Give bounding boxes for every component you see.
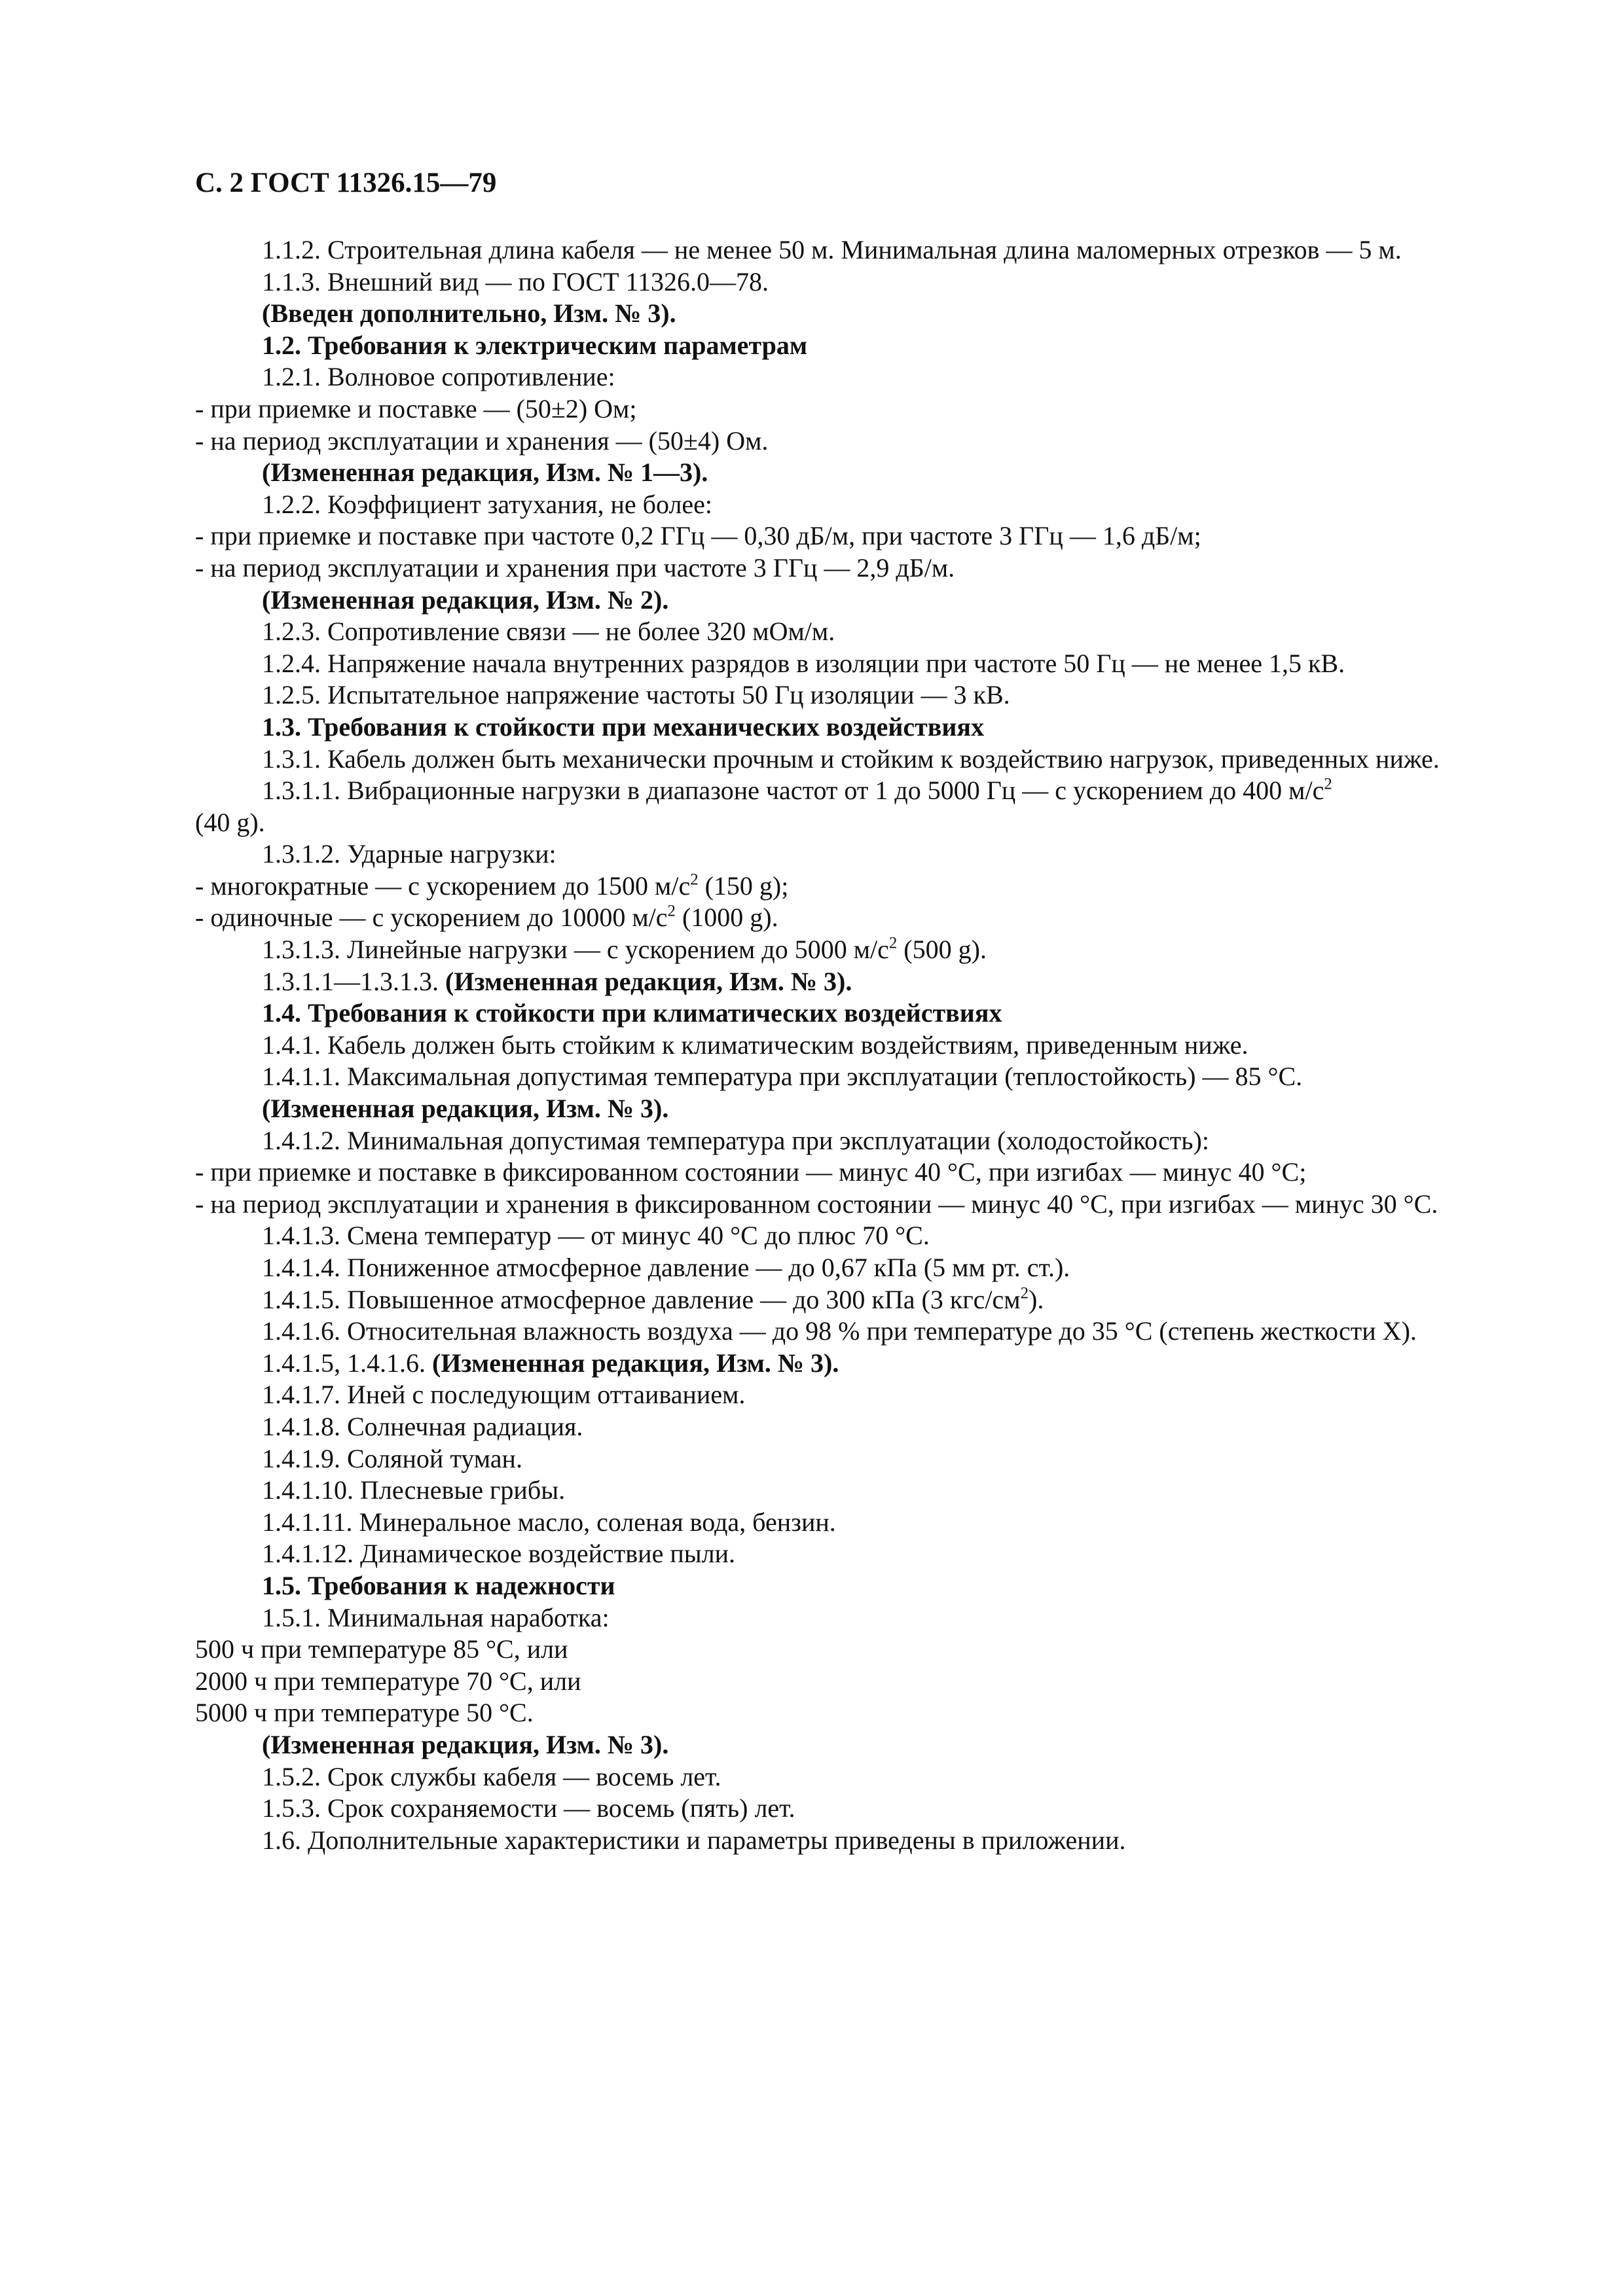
clause-1-3-1-1 [195, 775, 1498, 838]
page-header: С. 2 ГОСТ 11326.15—79 [195, 168, 497, 198]
clause-1-4-1-4: 1.4.1.4. Пониженное атмосферное давление — до 0,67 кПа (5 мм рт. ст.). [262, 1253, 1070, 1282]
amendment-note: (Измененная редакция, Изм. № 3). [262, 1729, 669, 1759]
section-heading-1-3: 1.3. Требования к стойкости при механических воздействиях [262, 711, 985, 742]
clause-1-2-3: 1.2.3. Сопротивление связи — не более 320 мОм/м. [262, 617, 835, 647]
clause-1-1-2: 1.1.2. Строительная длина кабеля — не менее 50 м. Минимальная длина маломерных отрезков — 5 м. [262, 235, 1402, 264]
clause-1-4-1-5 [195, 1284, 1498, 1316]
clause-range: 1.4.1.5, 1.4.1.6. [262, 1348, 426, 1378]
clause-1-4-1-3: 1.4.1.3. Смена температур — от минус 40 °С до плюс 70 °С. [262, 1221, 930, 1251]
clause-1-4-1-2: 1.4.1.2. Минимальная допустимая температура при эксплуатации (холодостойкость): [262, 1125, 1209, 1155]
superscript: 2 [888, 934, 898, 952]
list-item-text: - одиночные — с ускорением до 10000 м/с [195, 903, 668, 933]
list-item: - при приемке и поставке при частоте 0,2 ГГц — 0,30 дБ/м, при частоте 3 ГГц — 1,6 дБ/м; [195, 521, 1201, 551]
clause-1-1-3: 1.1.3. Внешний вид — по ГОСТ 11326.0—78. [262, 266, 769, 296]
clause-text: 1.3.1.3. Линейные нагрузки — с ускорением до 5000 м/с [262, 935, 889, 965]
section-heading-1-2: 1.2. Требования к электрическим параметрам [262, 330, 808, 360]
clause-1-4-1-12: 1.4.1.12. Динамическое воздействие пыли. [262, 1539, 735, 1569]
clause-text: 1.4.1.5. Повышенное атмосферное давление — до 300 кПа (3 кгс/см [262, 1284, 1021, 1314]
clause-1-4-1-1: 1.4.1.1. Максимальная допустимая температура при эксплуатации (теплостойкость) — 85 °С. [262, 1062, 1303, 1092]
clause-1-4-1-10: 1.4.1.10. Плесневые грибы. [262, 1475, 566, 1505]
list-item: - на период эксплуатации и хранения в фиксированном состоянии — минус 40 °С, при изгибах — минус 30 °С. [195, 1189, 1438, 1219]
amendment-note: (Измененная редакция, Изм. № 3). [262, 1094, 669, 1124]
document-body [195, 234, 1498, 1856]
amendment-label: (Измененная редакция, Изм. № 3). [432, 1348, 839, 1378]
list-item [195, 902, 1498, 934]
clause-1-4-1: 1.4.1. Кабель должен быть стойким к климатическим воздействиям, приведенным ниже. [262, 1030, 1249, 1060]
clause-1-6: 1.6. Дополнительные характеристики и параметры приведены в приложении. [262, 1825, 1126, 1855]
clause-1-3-1-3 [195, 934, 1498, 966]
clause-1-4-1-6: 1.4.1.6. Относительная влажность воздуха — до 98 % при температуре до 35 °С (степень жесткости X). [262, 1316, 1417, 1346]
clause-1-3-1-2: 1.3.1.2. Ударные нагрузки: [262, 839, 556, 869]
superscript: 2 [1324, 775, 1332, 793]
list-item: 2000 ч при температуре 70 °С, или [195, 1666, 581, 1696]
clause-1-4-1-11: 1.4.1.11. Минеральное масло, соленая вода, бензин. [262, 1507, 836, 1537]
superscript: 2 [1020, 1284, 1029, 1302]
section-heading-1-4: 1.4. Требования к стойкости при климатических воздействиях [262, 998, 1002, 1028]
amendment-note [195, 966, 1498, 998]
superscript: 2 [667, 903, 676, 921]
section-heading-1-5: 1.5. Требования к надежности [262, 1570, 615, 1600]
clause-text: (40 g). [195, 807, 265, 837]
clause-text: (500 g). [903, 935, 987, 965]
amendment-note [195, 1348, 1498, 1380]
clause-text: ). [1029, 1284, 1044, 1314]
clause-text: 1.3.1.1. Вибрационные нагрузки в диапазоне частот от 1 до 5000 Гц — с ускорением до 400 м/с [262, 776, 1324, 806]
clause-1-2-5: 1.2.5. Испытательное напряжение частоты 50 Гц изоляции — 3 кВ. [262, 680, 1010, 710]
amendment-note: (Измененная редакция, Изм. № 2). [262, 584, 669, 615]
clause-1-2-4: 1.2.4. Напряжение начала внутренних разрядов в изоляции при частоте 50 Гц — не менее 1,5 кВ. [262, 648, 1345, 678]
list-item-text: (150 g); [704, 870, 789, 901]
list-item: 5000 ч при температуре 50 °С. [195, 1698, 534, 1728]
clause-range: 1.3.1.1—1.3.1.3. [262, 966, 439, 996]
clause-1-4-1-7: 1.4.1.7. Иней с последующим оттаиванием. [262, 1380, 746, 1410]
list-item-text: (1000 g). [682, 903, 778, 933]
clause-1-2-2: 1.2.2. Коэффициент затухания, не более: [262, 489, 713, 519]
clause-1-3-1: 1.3.1. Кабель должен быть механически прочным и стойким к воздействию нагрузок, приведенных ниже. [262, 744, 1440, 774]
amendment-note: (Введен дополнительно, Изм. № 3). [262, 298, 676, 329]
clause-1-4-1-8: 1.4.1.8. Солнечная радиация. [262, 1411, 583, 1441]
list-item: - при приемке и поставке в фиксированном состоянии — минус 40 °С, при изгибах — минус 40 °С; [195, 1157, 1307, 1187]
clause-1-5-3: 1.5.3. Срок сохраняемости — восемь (пять) лет. [262, 1793, 795, 1823]
list-item: - на период эксплуатации и хранения — (50±4) Ом. [195, 425, 769, 456]
clause-1-5-2: 1.5.2. Срок службы кабеля — восемь лет. [262, 1761, 721, 1791]
list-item-text: - многократные — с ускорением до 1500 м/с [195, 870, 691, 901]
list-item: - при приемке и поставке — (50±2) Ом; [195, 393, 637, 423]
list-item: - на период эксплуатации и хранения при частоте 3 ГГц — 2,9 дБ/м. [195, 552, 955, 583]
amendment-label: (Измененная редакция, Изм. № 3). [445, 966, 852, 996]
clause-1-4-1-9: 1.4.1.9. Соляной туман. [262, 1443, 522, 1473]
clause-1-2-1: 1.2.1. Волновое сопротивление: [262, 362, 615, 392]
amendment-note: (Измененная редакция, Изм. № 1—3). [262, 457, 708, 488]
superscript: 2 [690, 870, 699, 889]
clause-1-5-1: 1.5.1. Минимальная наработка: [262, 1602, 610, 1632]
list-item [195, 870, 1498, 903]
list-item: 500 ч при температуре 85 °С, или [195, 1634, 568, 1664]
